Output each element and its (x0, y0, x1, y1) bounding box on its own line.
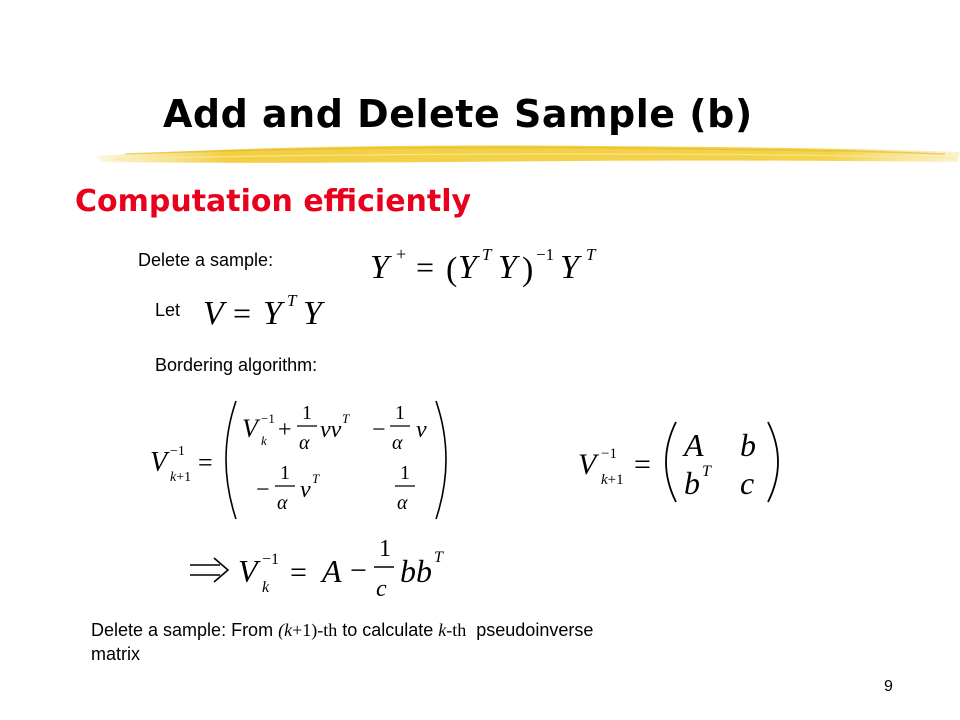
svg-text:α: α (397, 492, 408, 514)
svg-text:−: − (256, 477, 270, 503)
footer-text-part3: pseudoinverse (466, 620, 594, 640)
svg-text:1: 1 (379, 536, 391, 562)
svg-text:b: b (740, 427, 756, 463)
svg-text:v: v (416, 417, 427, 443)
svg-text:−1: −1 (262, 551, 280, 568)
svg-text:−1: −1 (536, 245, 555, 264)
v-definition-equation (203, 290, 343, 335)
svg-text:Y: Y (458, 249, 477, 286)
footer-k-plus-1: (k+1)-th (278, 620, 338, 640)
svg-text:c: c (740, 465, 755, 501)
svg-text:1: 1 (395, 402, 405, 424)
svg-text:c: c (376, 576, 387, 602)
svg-text:α: α (392, 432, 403, 454)
delete-sample-label: Delete a sample: (138, 250, 274, 270)
footer-k-th: k-th (438, 620, 467, 640)
svg-text:T: T (342, 411, 350, 426)
svg-text:Y: Y (263, 295, 282, 332)
section-heading: Computation efficiently (75, 184, 472, 219)
svg-text:V: V (242, 414, 258, 443)
svg-text:V: V (238, 553, 258, 589)
inverse-update-equation (190, 530, 470, 610)
svg-text:+: + (278, 417, 292, 443)
svg-text:bb: bb (400, 553, 432, 589)
svg-text:A: A (684, 427, 704, 463)
footer-text-line2: matrix (91, 644, 140, 664)
footer-description (91, 618, 791, 666)
svg-text:Y: Y (370, 249, 389, 286)
svg-text:T: T (434, 549, 443, 566)
svg-text:1: 1 (302, 402, 312, 424)
svg-text:k+1: k+1 (601, 472, 624, 488)
svg-text:α: α (277, 492, 288, 514)
footer-text-part2: to calculate (337, 620, 439, 640)
svg-text:−1: −1 (261, 411, 275, 426)
svg-text:V: V (150, 447, 168, 478)
svg-text:vv: vv (320, 417, 342, 443)
svg-text:V: V (203, 295, 224, 332)
block-matrix-equation (578, 418, 788, 508)
svg-text:T: T (702, 463, 711, 480)
svg-text:=: = (290, 556, 307, 589)
svg-text:V: V (578, 448, 597, 481)
svg-text:Y: Y (560, 249, 579, 286)
bordering-algorithm-label: Bordering algorithm: (155, 355, 318, 375)
title-underline-brush (95, 140, 960, 180)
svg-text:Y: Y (303, 295, 322, 332)
svg-text:k: k (262, 579, 270, 596)
svg-text:−1: −1 (601, 446, 617, 462)
svg-text:−1: −1 (170, 444, 185, 459)
svg-text:=: = (233, 295, 252, 331)
svg-text:T: T (482, 245, 492, 264)
svg-text:k: k (261, 433, 267, 448)
svg-text:b: b (684, 465, 700, 501)
svg-text:k+1: k+1 (170, 470, 192, 485)
pseudoinverse-equation (370, 240, 620, 290)
svg-text:1: 1 (280, 462, 290, 484)
svg-text:T: T (312, 471, 320, 486)
svg-text:=: = (416, 249, 435, 285)
svg-text:(: ( (446, 251, 458, 288)
svg-text:Y: Y (498, 249, 517, 286)
slide-title: Add and Delete Sample (b) (163, 92, 753, 136)
svg-text:v: v (300, 477, 311, 503)
svg-text:α: α (299, 432, 310, 454)
svg-text:): ) (522, 251, 534, 288)
svg-text:T: T (586, 245, 596, 264)
footer-text-part1: Delete a sample: From (91, 620, 279, 640)
page-number: 9 (884, 678, 893, 695)
svg-text:=: = (634, 448, 651, 481)
svg-text:−: − (372, 417, 386, 443)
svg-text:A: A (322, 553, 342, 589)
svg-text:T: T (287, 291, 297, 310)
let-label: Let (155, 300, 181, 320)
svg-text:−: − (350, 554, 367, 587)
svg-text:=: = (198, 448, 213, 477)
bordering-matrix-equation (150, 395, 460, 525)
svg-text:+: + (396, 244, 407, 264)
svg-text:1: 1 (400, 462, 410, 484)
